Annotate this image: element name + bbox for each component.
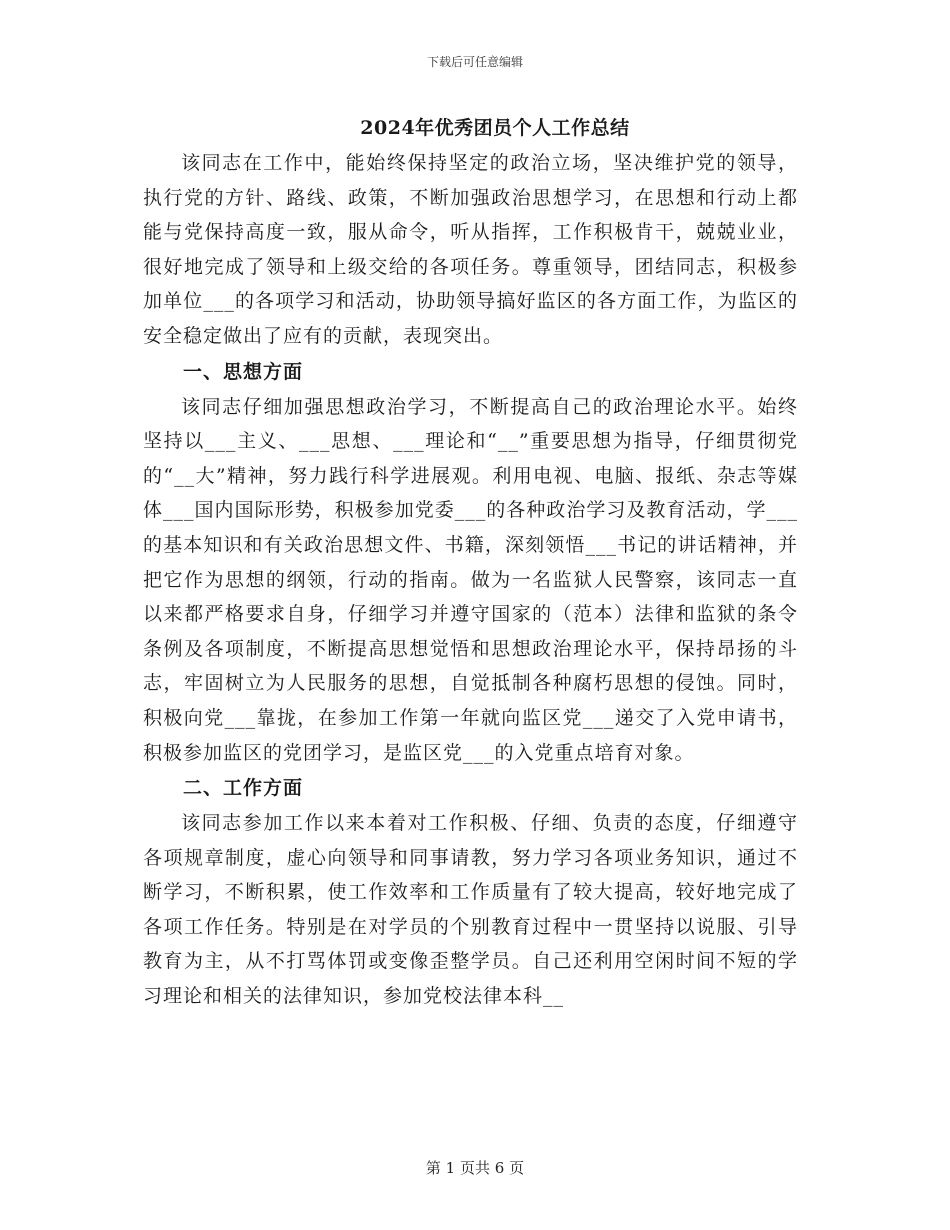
page-footer: 第 1 页共 6 页 (425, 1159, 525, 1177)
document-body (143, 146, 798, 1014)
intro-paragraph: 该同志在工作中，能始终保持坚定的政治立场，坚决维护党的领导，执行党的方针、路线、政策，不断加强政治思想学习，在思想和行动上都能与党保持高度一致，服从命令，听从指挥，工作积极肯干，兢兢业业，很好地完成了领导和上级交给的各项任务。尊重领导，团结同志，积极参加单位___的各项学习和活动，协助领导搞好监区的各方面工作，为监区的安全稳定做出了应有的贡献，表现突出。 (143, 152, 798, 347)
section-body-work: 该同志参加工作以来本着对工作积极、仔细、负责的态度，仔细遵守各项规章制度，虚心向领导和同事请教，努力学习各项业务知识，通过不断学习，不断积累，使工作效率和工作质量有了较大提高，较好地完成了各项工作任务。特别是在对学员的个别教育过程中一贯坚持以说服、引导教育为主，从不打骂体罚或变像歪整学员。自己还利用空闲时间不短的学习理论和相关的法律知识，参加党校法律本科__ (143, 812, 798, 1008)
section-body-thought: 该同志仔细加强思想政治学习，不断提高自己的政治理论水平。始终坚持以___主义、___思想、___理论和“__”重要思想为指导，仔细贯彻党的“__大”精神，努力践行科学进展观。利用电视、电脑、报纸、杂志等媒体___国内国际形势，积极参加党委___的各种政治学习及教育活动，学___的基本知识和有关政治思想文件、书籍，深刻领悟___书记的讲话精神，并把它作为思想的纲领，行动的指南。做为一名监狱人民警察，该同志一直以来都严格要求自身，仔细学习并遵守国家的（范本）法律和监狱的条令条例及各项制度，不断提高思想觉悟和思想政治理论水平，保持昂扬的斗志，牢固树立为人民服务的思想，自觉抵制各种腐朽思想的侵蚀。同时，积极向党___靠拢，在参加工作第一年就向监区党___递交了入党申请书，积极参加监区的党团学习，是监区党___的入党重点培育对象。 (143, 395, 798, 764)
document-title: 2024年优秀团员个人工作总结 (360, 117, 630, 139)
section-heading-thought: 一、思想方面 (183, 360, 304, 383)
header-note: 下载后可任意编辑 (426, 55, 523, 69)
section-heading-work: 二、工作方面 (183, 777, 304, 800)
